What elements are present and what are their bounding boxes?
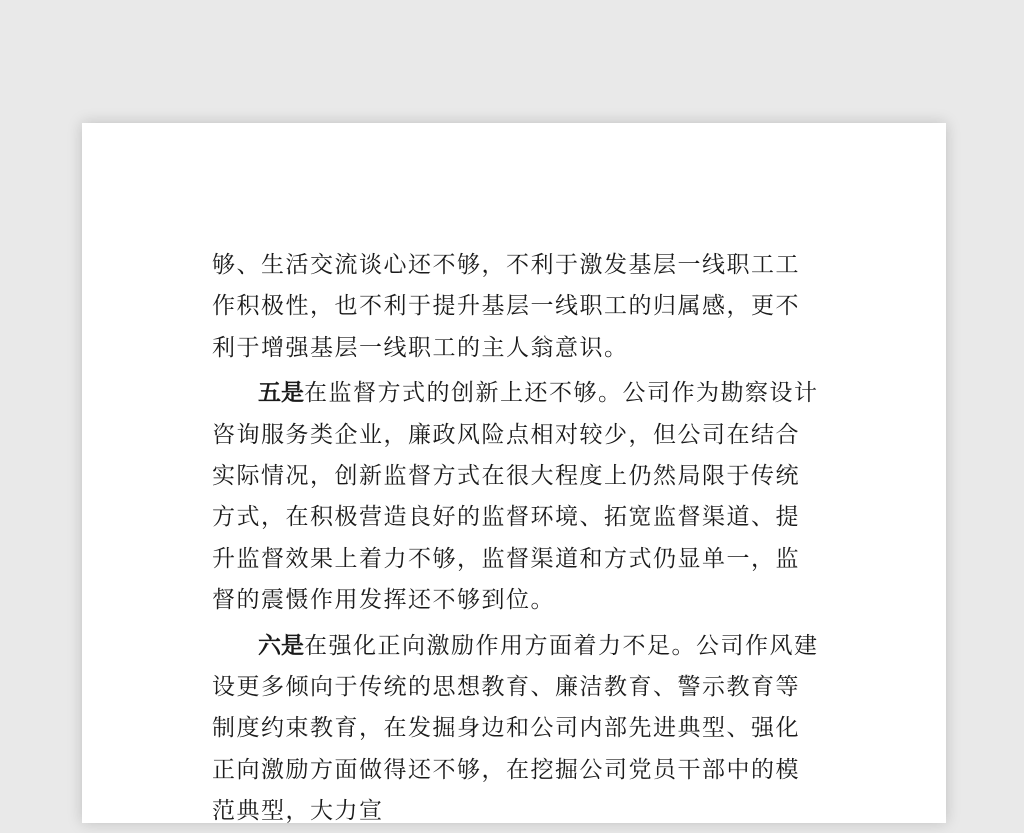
document-body [212,245,822,833]
paragraph-2-lead: 五是 [258,380,304,407]
document-page [82,123,946,823]
paragraph-six [212,626,822,833]
paragraph-continuation [212,245,822,369]
paragraph-2-text: 在监督方式的创新上还不够。公司作为勘察设计咨询服务类企业，廉政风险点相对较少，但公司在结合实际情况，创新监督方式在很大程度上仍然局限于传统方式，在积极营造良好的监督环境、拓宽监督渠道、提升监督效果上着力不够，监督渠道和方式仍显单一，监督的震慑作用发挥还不够到位。 [212,380,819,614]
paragraph-3-lead: 六是 [258,632,304,659]
paragraph-3-text: 在强化正向激励作用方面着力不足。公司作风建设更多倾向于传统的思想教育、廉洁教育、警示教育等制度约束教育，在发掘身边和公司内部先进典型、强化正向激励方面做得还不够，在挖掘公司党员干部中的模范典型，大力宣 [212,632,819,825]
paragraph-1-text: 够、生活交流谈心还不够，不利于激发基层一线职工工作积极性，也不利于提升基层一线职工的归属感，更不利于增强基层一线职工的主人翁意识。 [212,252,800,361]
paragraph-five [212,373,822,621]
